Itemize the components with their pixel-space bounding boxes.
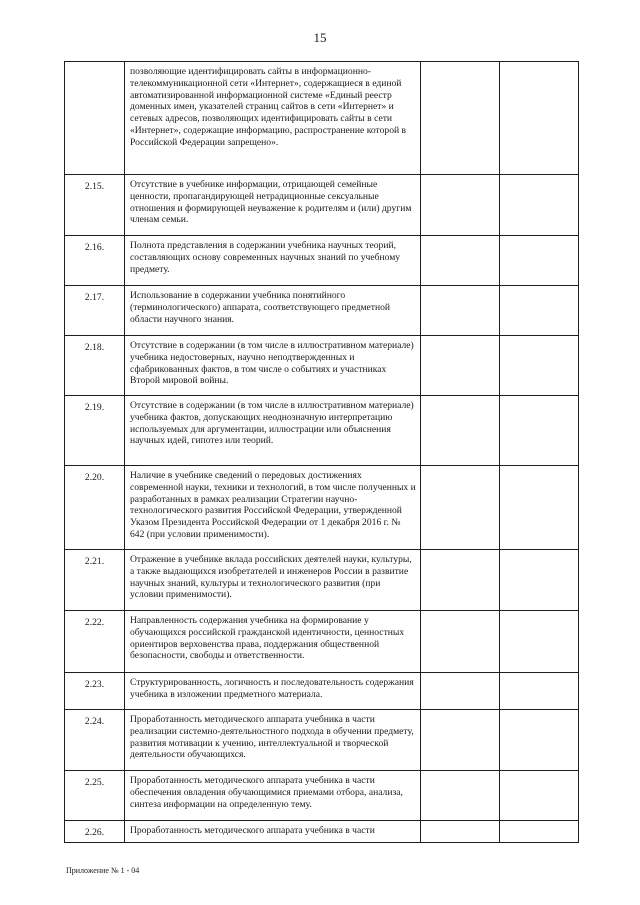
assessment-cell — [421, 62, 500, 175]
table-row — [65, 611, 579, 673]
assessment-cell — [421, 286, 500, 336]
criterion-text: Полнота представления в содержании учебника научных теорий, составляющих основу современных научных знаний по учебному предмету. — [125, 236, 421, 286]
table-row — [65, 286, 579, 336]
table-row — [65, 821, 579, 843]
row-number: 2.23. — [65, 673, 125, 710]
criterion-text: Отсутствие в учебнике информации, отрицающей семейные ценности, пропагандирующей нетрадиционные сексуальные отношения и формирующей неуважение к родителям и (или) другим членам семьи. — [125, 175, 421, 236]
assessment-cell — [421, 821, 500, 843]
assessment-cell — [421, 396, 500, 466]
assessment-cell — [421, 336, 500, 396]
table-row — [65, 236, 579, 286]
row-number: 2.25. — [65, 771, 125, 821]
comment-cell — [500, 550, 579, 611]
criterion-text: Направленность содержания учебника на формирование у обучающихся российской гражданской идентичности, ценностных ориентиров верховенства права, поддержания общественной безопасности, свободы и ответственности. — [125, 611, 421, 673]
row-number: 2.21. — [65, 550, 125, 611]
row-number: 2.19. — [65, 396, 125, 466]
page-number: 15 — [313, 30, 327, 45]
criterion-text: Проработанность методического аппарата учебника в части — [125, 821, 421, 843]
comment-cell — [500, 771, 579, 821]
table-row — [65, 771, 579, 821]
table-row — [65, 336, 579, 396]
assessment-cell — [421, 236, 500, 286]
assessment-cell — [421, 175, 500, 236]
row-number: 2.17. — [65, 286, 125, 336]
table-row — [65, 673, 579, 710]
assessment-cell — [421, 710, 500, 771]
table-row — [65, 466, 579, 550]
row-number: 2.15. — [65, 175, 125, 236]
criterion-text: Наличие в учебнике сведений о передовых достижениях современной науки, техники и технологий, в том числе полученных и разработанных в рамках реализации Стратегии научно-технологического развития Российской Федерации, утвержденной Указом Президента Российской Федерации от 1 декабря 2016 г. № 642 (при условии применимости). — [125, 466, 421, 550]
table-row — [65, 550, 579, 611]
table-row — [65, 175, 579, 236]
comment-cell — [500, 821, 579, 843]
comment-cell — [500, 673, 579, 710]
row-number: 2.16. — [65, 236, 125, 286]
comment-cell — [500, 286, 579, 336]
comment-cell — [500, 611, 579, 673]
assessment-cell — [421, 466, 500, 550]
criterion-text: Проработанность методического аппарата учебника в части обеспечения овладения обучающимися приемами отбора, анализа, синтеза информации на определенную тему. — [125, 771, 421, 821]
criterion-text: Отражение в учебнике вклада российских деятелей науки, культуры, а также выдающихся изобретателей и инженеров России в развитие научных знаний, культуры и технологического развития (при условии применимости). — [125, 550, 421, 611]
row-number: 2.24. — [65, 710, 125, 771]
table-row — [65, 396, 579, 466]
criterion-text: Отсутствие в содержании (в том числе в иллюстративном материале) учебника фактов, допускающих неоднозначную интерпретацию используемых для аргументации, иллюстрации или объяснения научных идей, гипотез или теорий. — [125, 396, 421, 466]
comment-cell — [500, 175, 579, 236]
criteria-table — [64, 61, 579, 843]
assessment-cell — [421, 771, 500, 821]
table-row — [65, 710, 579, 771]
table-row — [65, 62, 579, 175]
assessment-cell — [421, 550, 500, 611]
comment-cell — [500, 62, 579, 175]
document-footer: Приложение № 1 - 04 — [66, 866, 140, 875]
criterion-text: Структурированность, логичность и последовательность содержания учебника в изложении предметного материала. — [125, 673, 421, 710]
assessment-cell — [421, 673, 500, 710]
row-number-cell — [65, 62, 125, 175]
comment-cell — [500, 396, 579, 466]
row-number: 2.20. — [65, 466, 125, 550]
assessment-cell — [421, 611, 500, 673]
comment-cell — [500, 710, 579, 771]
criterion-text: Проработанность методического аппарата учебника в части реализации системно-деятельностного подхода в обучении предмету, развития мотивации к учению, интеллектуальной и творческой деятельности обучающихся. — [125, 710, 421, 771]
criterion-text: Отсутствие в содержании (в том числе в иллюстративном материале) учебника недостоверных, научно неподтвержденных и сфабрикованных фактов, в том числе о событиях и участниках Второй мировой войны. — [125, 336, 421, 396]
row-number: 2.26. — [65, 821, 125, 843]
row-number: 2.22. — [65, 611, 125, 673]
comment-cell — [500, 466, 579, 550]
criterion-text: Использование в содержании учебника понятийного (терминологического) аппарата, соответствующего предметной области научного знания. — [125, 286, 421, 336]
row-number: 2.18. — [65, 336, 125, 396]
criterion-text: позволяющие идентифицировать сайты в информационно-телекоммуникационной сети «Интернет», содержащиеся в единой автоматизированной информационной системе «Единый реестр доменных имен, указателей страниц сайтов в сети «Интернет» и сетевых адресов, позволяющих идентифицировать сайты в сети «Интернет», содержащие информацию, распространение которой в Российской Федерации запрещено». — [125, 62, 421, 175]
comment-cell — [500, 336, 579, 396]
comment-cell — [500, 236, 579, 286]
